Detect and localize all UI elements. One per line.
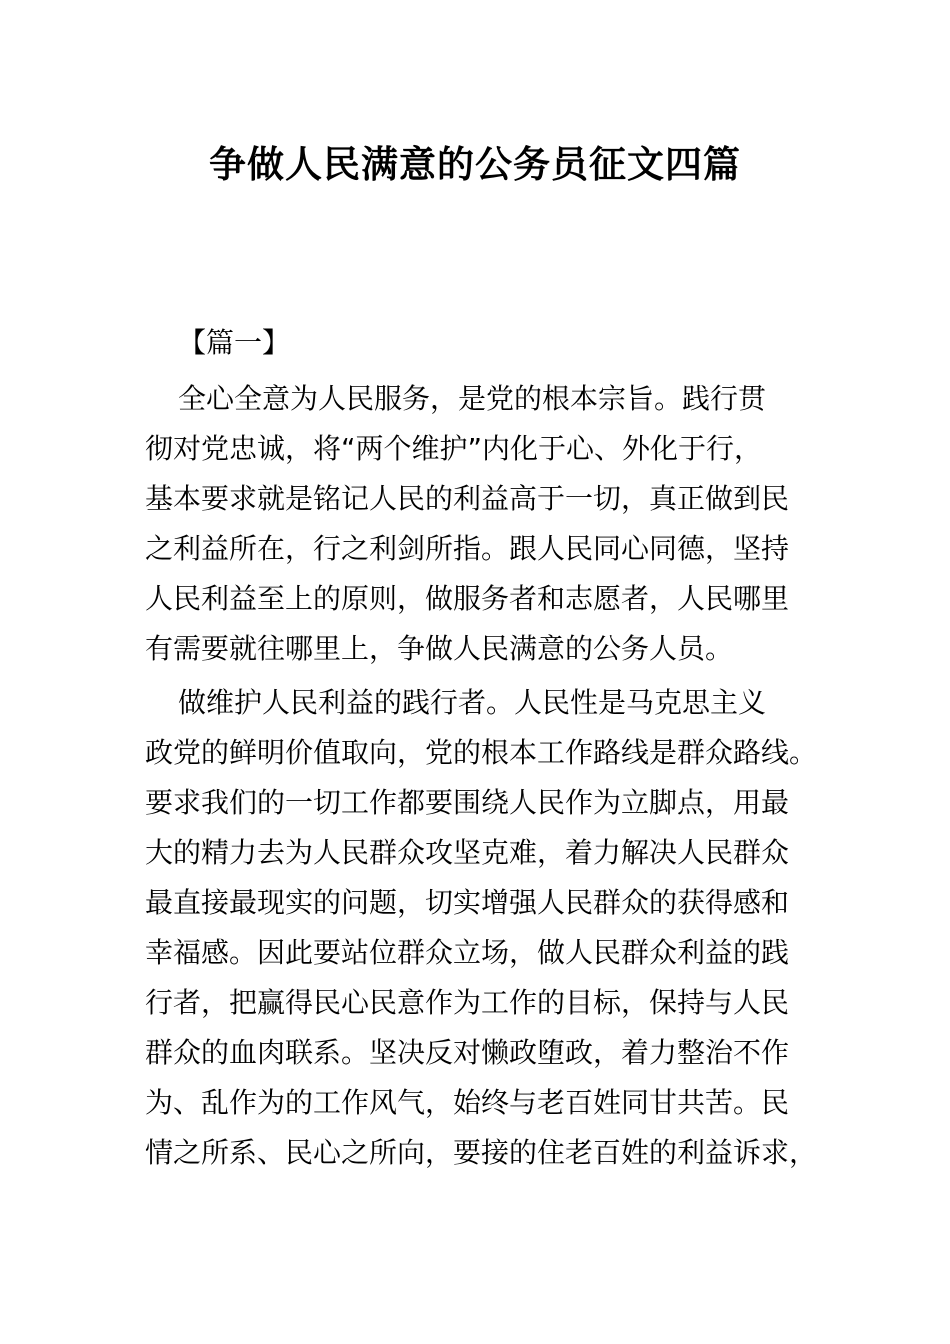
paragraph-line: 政党的鲜明价值取向，党的根本工作路线是群众路线。 <box>145 736 818 769</box>
paragraph-line: 人民利益至上的原则，做服务者和志愿者，人民哪里 <box>145 582 790 615</box>
paragraph-line: 大的精力去为人民群众攻坚克难，着力解决人民群众 <box>145 836 790 869</box>
paragraph-line: 群众的血肉联系。坚决反对懒政堕政，着力整治不作 <box>145 1036 790 1069</box>
document-title: 争做人民满意的公务员征文四篇 <box>209 143 741 186</box>
paragraph-line: 幸福感。因此要站位群众立场，做人民群众利益的践 <box>145 936 790 969</box>
paragraph-line: 为、乱作为的工作风气，始终与老百姓同甘共苦。民 <box>145 1086 790 1119</box>
paragraph-line: 行者，把赢得民心民意作为工作的目标，保持与人民 <box>145 986 790 1019</box>
paragraph-line: 全心全意为人民服务，是党的根本宗旨。践行贯 <box>178 382 767 415</box>
paragraph-line: 基本要求就是铭记人民的利益高于一切，真正做到民 <box>145 482 790 515</box>
paragraph-line: 情之所系、民心之所向，要接的住老百姓的利益诉求， <box>145 1136 818 1169</box>
section-heading: 【篇一】 <box>178 326 291 359</box>
paragraph-line: 最直接最现实的问题，切实增强人民群众的获得感和 <box>145 886 790 919</box>
paragraph-line: 之利益所在，行之利剑所指。跟人民同心同德，坚持 <box>145 532 790 565</box>
paragraph-line: 要求我们的一切工作都要围绕人民作为立脚点，用最 <box>145 786 790 819</box>
paragraph-line: 彻对党忠诚，将“两个维护”内化于心、外化于行， <box>145 432 763 465</box>
paragraph-line: 做维护人民利益的践行者。人民性是马克思主义 <box>178 686 767 719</box>
paragraph-line: 有需要就往哪里上，争做人民满意的公务人员。 <box>145 632 734 665</box>
